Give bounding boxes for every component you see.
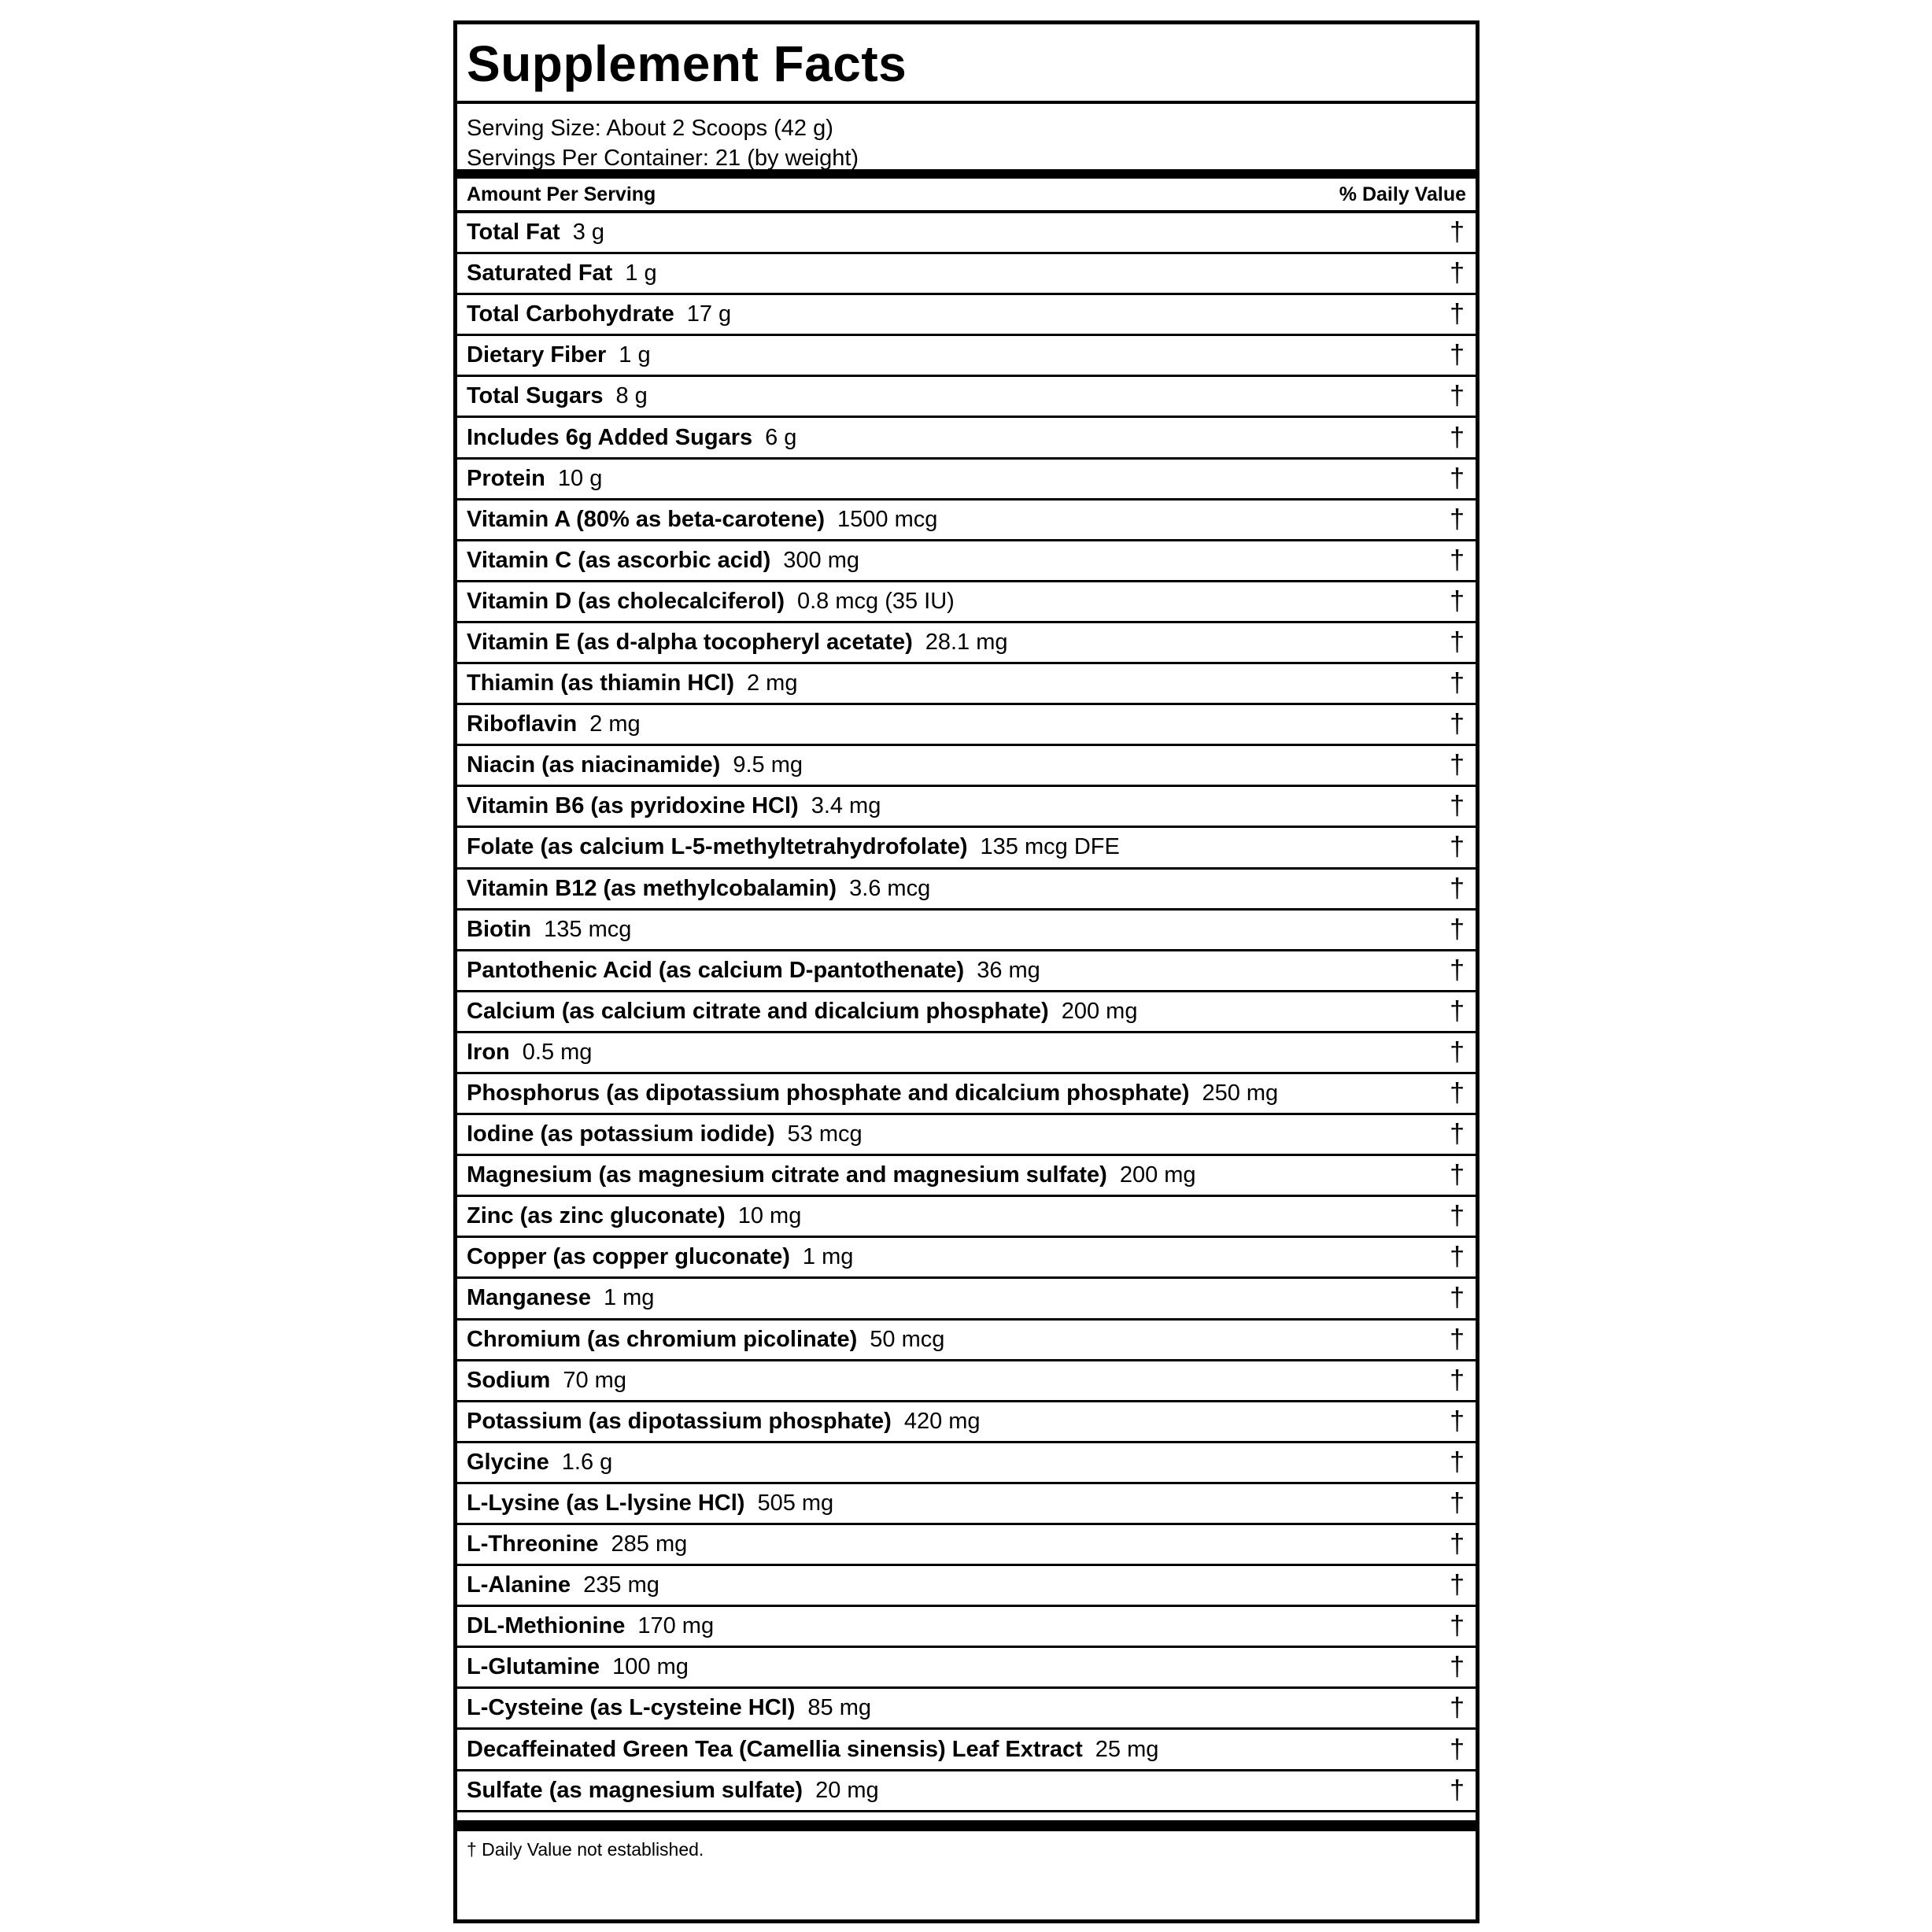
daily-value-mark: † bbox=[1450, 1365, 1465, 1395]
nutrient-row bbox=[457, 705, 1476, 746]
nutrient-left bbox=[467, 1450, 612, 1476]
nutrient-name: Thiamin (as thiamin HCl) bbox=[467, 670, 734, 696]
nutrient-left bbox=[467, 260, 657, 286]
nutrient-row bbox=[457, 1730, 1476, 1771]
nutrient-left bbox=[467, 1737, 1158, 1763]
nutrient-left bbox=[467, 1778, 879, 1804]
nutrient-row bbox=[457, 951, 1476, 992]
daily-value-mark: † bbox=[1450, 1529, 1465, 1560]
nutrient-amount: 0.8 mcg (35 IU) bbox=[797, 588, 955, 614]
nutrient-row bbox=[457, 787, 1476, 828]
nutrient-row bbox=[457, 541, 1476, 582]
nutrient-row bbox=[457, 664, 1476, 705]
nutrient-amount: 2 mg bbox=[746, 670, 798, 696]
nutrient-left bbox=[467, 1613, 714, 1639]
nutrient-amount: 3 g bbox=[572, 220, 605, 246]
nutrient-amount: 2 mg bbox=[589, 711, 641, 737]
nutrient-name: Potassium (as dipotassium phosphate) bbox=[467, 1408, 892, 1434]
nutrient-left bbox=[467, 342, 651, 368]
daily-value-mark: † bbox=[1450, 1775, 1465, 1805]
nutrient-row bbox=[457, 1566, 1476, 1607]
nutrient-row bbox=[457, 254, 1476, 295]
daily-value-mark: † bbox=[1450, 1693, 1465, 1723]
nutrient-amount: 36 mg bbox=[977, 957, 1040, 983]
nutrient-name: Vitamin B12 (as methylcobalamin) bbox=[467, 875, 837, 901]
nutrient-amount: 200 mg bbox=[1061, 998, 1138, 1024]
daily-value-mark: † bbox=[1450, 709, 1465, 740]
nutrient-row bbox=[457, 1443, 1476, 1484]
amount-per-serving-label: Amount Per Serving bbox=[467, 183, 656, 205]
nutrient-name: Niacin (as niacinamide) bbox=[467, 752, 721, 778]
nutrient-amount: 100 mg bbox=[612, 1654, 689, 1680]
daily-value-mark: † bbox=[1450, 914, 1465, 944]
nutrient-row bbox=[457, 1484, 1476, 1525]
nutrient-left bbox=[467, 1572, 659, 1598]
daily-value-mark: † bbox=[1450, 1160, 1465, 1191]
daily-value-mark: † bbox=[1450, 1446, 1465, 1477]
nutrient-row bbox=[457, 501, 1476, 541]
nutrient-left bbox=[467, 1244, 853, 1270]
nutrient-left bbox=[467, 1491, 833, 1516]
nutrient-left bbox=[467, 589, 955, 615]
nutrient-left bbox=[467, 1121, 863, 1147]
nutrient-name: Saturated Fat bbox=[467, 260, 613, 286]
serving-info bbox=[457, 104, 1476, 179]
nutrient-left bbox=[467, 466, 602, 492]
nutrient-row bbox=[457, 870, 1476, 911]
nutrient-amount: 300 mg bbox=[783, 547, 860, 573]
nutrient-left bbox=[467, 834, 1120, 860]
daily-value-label: % Daily Value bbox=[1339, 183, 1466, 205]
nutrient-amount: 50 mcg bbox=[870, 1326, 945, 1352]
nutrient-name: Decaffeinated Green Tea (Camellia sinensis) Leaf Extract bbox=[467, 1736, 1083, 1762]
nutrient-name: Total Carbohydrate bbox=[467, 301, 674, 327]
nutrient-name: Iodine (as potassium iodide) bbox=[467, 1121, 775, 1147]
daily-value-mark: † bbox=[1450, 1078, 1465, 1109]
nutrient-left bbox=[467, 1531, 687, 1557]
nutrient-left bbox=[467, 1654, 689, 1680]
daily-value-mark: † bbox=[1450, 1201, 1465, 1232]
nutrient-amount: 1.6 g bbox=[561, 1449, 613, 1475]
nutrient-amount: 10 g bbox=[557, 465, 603, 491]
daily-value-mark: † bbox=[1450, 1487, 1465, 1518]
nutrient-name: Vitamin A (80% as beta-carotene) bbox=[467, 506, 826, 532]
nutrient-name: Total Fat bbox=[467, 220, 560, 246]
nutrient-amount: 1500 mcg bbox=[837, 506, 938, 532]
nutrient-amount: 0.5 mg bbox=[522, 1039, 593, 1065]
nutrient-left bbox=[467, 507, 937, 533]
nutrient-left bbox=[467, 425, 796, 451]
nutrient-row bbox=[457, 1525, 1476, 1566]
supplement-facts-panel bbox=[453, 20, 1479, 1923]
nutrient-left bbox=[467, 301, 731, 327]
nutrient-amount: 9.5 mg bbox=[733, 752, 803, 778]
nutrient-left bbox=[467, 1695, 871, 1721]
nutrient-amount: 70 mg bbox=[563, 1367, 626, 1393]
nutrient-amount: 1 mg bbox=[802, 1244, 854, 1270]
nutrient-left bbox=[467, 958, 1040, 984]
nutrient-amount: 420 mg bbox=[903, 1408, 981, 1434]
daily-value-mark: † bbox=[1450, 1734, 1465, 1764]
panel-title: Supplement Facts bbox=[457, 24, 1476, 104]
nutrient-amount: 10 mg bbox=[737, 1203, 802, 1229]
daily-value-mark: † bbox=[1450, 873, 1465, 903]
nutrient-row bbox=[457, 1402, 1476, 1443]
daily-value-mark: † bbox=[1450, 1570, 1465, 1601]
nutrient-name: L-Lysine (as L-lysine HCl) bbox=[467, 1490, 745, 1516]
nutrient-name: Vitamin B6 (as pyridoxine HCl) bbox=[467, 793, 799, 819]
nutrient-left bbox=[467, 548, 859, 574]
nutrient-row bbox=[457, 213, 1476, 254]
nutrient-left bbox=[467, 220, 604, 246]
nutrient-amount: 235 mg bbox=[583, 1572, 659, 1598]
nutrient-name: Dietary Fiber bbox=[467, 342, 607, 368]
nutrient-name: Magnesium (as magnesium citrate and magnesium sulfate) bbox=[467, 1162, 1107, 1188]
nutrient-left bbox=[467, 1081, 1278, 1106]
nutrient-amount: 200 mg bbox=[1119, 1162, 1196, 1188]
nutrient-row bbox=[457, 336, 1476, 377]
nutrient-left bbox=[467, 1409, 981, 1435]
nutrient-row bbox=[457, 623, 1476, 664]
nutrient-name: Vitamin C (as ascorbic acid) bbox=[467, 547, 771, 573]
nutrient-row bbox=[457, 1361, 1476, 1402]
nutrient-name: Total Sugars bbox=[467, 383, 604, 409]
nutrient-name: L-Threonine bbox=[467, 1531, 599, 1557]
nutrient-left bbox=[467, 876, 930, 902]
daily-value-mark: † bbox=[1450, 1119, 1465, 1150]
daily-value-mark: † bbox=[1450, 1406, 1465, 1436]
nutrient-left bbox=[467, 1327, 944, 1353]
nutrient-amount: 85 mg bbox=[807, 1695, 871, 1721]
nutrient-row bbox=[457, 1238, 1476, 1279]
nutrient-row bbox=[457, 1197, 1476, 1238]
nutrient-name: Riboflavin bbox=[467, 711, 578, 737]
nutrient-amount: 285 mg bbox=[611, 1531, 688, 1557]
nutrient-name: Pantothenic Acid (as calcium D-pantothenate) bbox=[467, 957, 965, 983]
nutrient-amount: 170 mg bbox=[637, 1613, 715, 1639]
servings-per-container: Servings Per Container: 21 (by weight) bbox=[467, 146, 859, 171]
nutrient-row bbox=[457, 1115, 1476, 1156]
daily-value-mark: † bbox=[1450, 1611, 1465, 1642]
nutrient-amount: 17 g bbox=[686, 301, 732, 327]
nutrient-amount: 1 g bbox=[619, 342, 651, 368]
nutrient-name: Sulfate (as magnesium sulfate) bbox=[467, 1777, 803, 1803]
daily-value-mark: † bbox=[1450, 668, 1465, 699]
daily-value-mark: † bbox=[1450, 832, 1465, 863]
nutrient-amount: 53 mcg bbox=[787, 1121, 863, 1147]
daily-value-mark: † bbox=[1450, 299, 1465, 330]
nutrient-left bbox=[467, 1162, 1196, 1188]
nutrient-name: Vitamin E (as d-alpha tocopheryl acetate) bbox=[467, 629, 913, 655]
nutrient-amount: 250 mg bbox=[1202, 1081, 1279, 1106]
daily-value-mark: † bbox=[1450, 217, 1465, 248]
daily-value-mark: † bbox=[1450, 545, 1465, 575]
nutrient-list bbox=[457, 213, 1476, 1812]
bottom-rule bbox=[457, 1820, 1476, 1831]
nutrient-amount: 25 mg bbox=[1095, 1736, 1159, 1762]
nutrient-amount: 6 g bbox=[765, 424, 797, 450]
nutrient-left bbox=[467, 383, 648, 409]
daily-value-mark: † bbox=[1450, 750, 1465, 781]
daily-value-mark: † bbox=[1450, 996, 1465, 1026]
nutrient-name: DL-Methionine bbox=[467, 1613, 626, 1639]
nutrient-name: Phosphorus (as dipotassium phosphate and dicalcium phosphate) bbox=[467, 1081, 1190, 1106]
daily-value-mark: † bbox=[1450, 586, 1465, 616]
nutrient-left bbox=[467, 917, 631, 943]
nutrient-amount: 135 mcg DFE bbox=[980, 834, 1120, 860]
daily-value-mark: † bbox=[1450, 1283, 1465, 1313]
nutrient-row bbox=[457, 1033, 1476, 1074]
footnote: † Daily Value not established. bbox=[467, 1838, 704, 1860]
nutrient-name: L-Glutamine bbox=[467, 1654, 600, 1680]
nutrient-row bbox=[457, 1321, 1476, 1361]
nutrient-row bbox=[457, 911, 1476, 951]
nutrient-left bbox=[467, 630, 1008, 656]
nutrient-left bbox=[467, 1368, 626, 1394]
daily-value-mark: † bbox=[1450, 955, 1465, 985]
nutrient-name: L-Alanine bbox=[467, 1572, 571, 1598]
nutrient-amount: 8 g bbox=[615, 383, 648, 409]
nutrient-amount: 1 g bbox=[625, 260, 657, 286]
nutrient-left bbox=[467, 793, 881, 819]
nutrient-name: Vitamin D (as cholecalciferol) bbox=[467, 588, 785, 614]
nutrient-row bbox=[457, 1689, 1476, 1730]
nutrient-left bbox=[467, 752, 803, 778]
nutrient-name: L-Cysteine (as L-cysteine HCl) bbox=[467, 1695, 796, 1721]
nutrient-name: Manganese bbox=[467, 1285, 591, 1311]
daily-value-mark: † bbox=[1450, 422, 1465, 453]
nutrient-name: Chromium (as chromium picolinate) bbox=[467, 1326, 858, 1352]
nutrient-row bbox=[457, 1607, 1476, 1648]
nutrient-row bbox=[457, 418, 1476, 459]
nutrient-left bbox=[467, 1203, 801, 1229]
nutrient-row bbox=[457, 746, 1476, 787]
nutrient-name: Calcium (as calcium citrate and dicalcium phosphate) bbox=[467, 998, 1049, 1024]
daily-value-mark: † bbox=[1450, 1036, 1465, 1067]
nutrient-amount: 3.4 mg bbox=[811, 793, 881, 819]
nutrient-row bbox=[457, 1074, 1476, 1115]
nutrient-name: Sodium bbox=[467, 1367, 551, 1393]
daily-value-mark: † bbox=[1450, 463, 1465, 493]
nutrient-row bbox=[457, 1648, 1476, 1689]
nutrient-amount: 28.1 mg bbox=[925, 629, 1008, 655]
column-header bbox=[457, 179, 1476, 213]
nutrient-amount: 505 mg bbox=[757, 1490, 834, 1516]
nutrient-row bbox=[457, 992, 1476, 1033]
nutrient-row bbox=[457, 295, 1476, 336]
nutrient-row bbox=[457, 582, 1476, 623]
daily-value-mark: † bbox=[1450, 258, 1465, 289]
nutrient-name: Copper (as copper gluconate) bbox=[467, 1244, 790, 1270]
nutrient-left bbox=[467, 999, 1137, 1025]
nutrient-row bbox=[457, 1156, 1476, 1197]
nutrient-amount: 20 mg bbox=[815, 1777, 879, 1803]
nutrient-left bbox=[467, 1285, 654, 1311]
nutrient-row bbox=[457, 1771, 1476, 1812]
nutrient-name: Zinc (as zinc gluconate) bbox=[467, 1203, 726, 1229]
nutrient-name: Folate (as calcium L-5-methyltetrahydrofolate) bbox=[467, 834, 968, 860]
nutrient-amount: 3.6 mcg bbox=[849, 875, 931, 901]
daily-value-mark: † bbox=[1450, 504, 1465, 534]
nutrient-left bbox=[467, 711, 641, 737]
nutrient-amount: 135 mcg bbox=[544, 916, 632, 942]
nutrient-row bbox=[457, 377, 1476, 418]
daily-value-mark: † bbox=[1450, 340, 1465, 371]
daily-value-mark: † bbox=[1450, 1242, 1465, 1273]
nutrient-row bbox=[457, 1279, 1476, 1320]
nutrient-row bbox=[457, 828, 1476, 869]
daily-value-mark: † bbox=[1450, 626, 1465, 657]
daily-value-mark: † bbox=[1450, 1324, 1465, 1354]
daily-value-mark: † bbox=[1450, 1652, 1465, 1683]
nutrient-name: Protein bbox=[467, 465, 545, 491]
nutrient-left bbox=[467, 670, 797, 696]
nutrient-name: Glycine bbox=[467, 1449, 549, 1475]
daily-value-mark: † bbox=[1450, 791, 1465, 822]
nutrient-name: Iron bbox=[467, 1039, 510, 1065]
nutrient-name: Includes 6g Added Sugars bbox=[467, 424, 753, 450]
serving-size: Serving Size: About 2 Scoops (42 g) bbox=[467, 116, 833, 141]
nutrient-amount: 1 mg bbox=[603, 1285, 655, 1311]
nutrient-name: Biotin bbox=[467, 916, 532, 942]
daily-value-mark: † bbox=[1450, 381, 1465, 412]
nutrient-row bbox=[457, 460, 1476, 501]
nutrient-left bbox=[467, 1040, 592, 1066]
